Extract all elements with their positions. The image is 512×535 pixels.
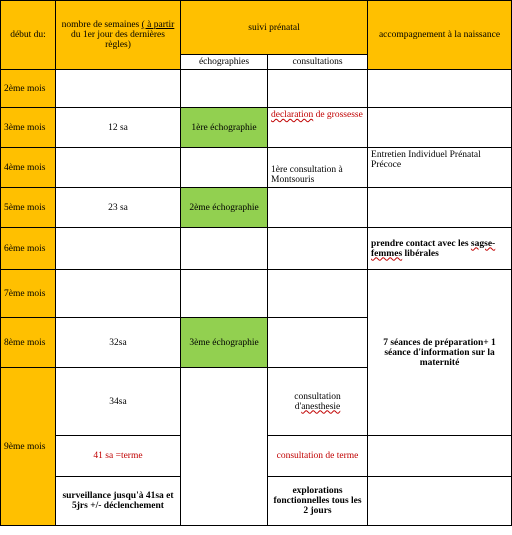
echo-cell — [181, 368, 268, 526]
subheader-consultations: consultations — [268, 55, 368, 70]
weeks-cell — [56, 228, 181, 270]
consult-cell — [268, 228, 368, 270]
row-month-5 — [1, 188, 512, 228]
month-label: 3ème mois — [1, 108, 56, 148]
month-label: 6ème mois — [1, 228, 56, 270]
weeks-cell-surveillance: surveillance jusqu'à 41sa et 5jrs +/- déclenchement — [56, 477, 181, 526]
echo-cell — [181, 228, 268, 270]
consult-cell-anesthesie — [268, 368, 368, 436]
weeks-cell: 23 sa — [56, 188, 181, 228]
consult-cell-declaration — [268, 108, 368, 148]
anesthesie-text: consultation d' — [294, 391, 341, 412]
consult-cell-montsouris: 1ère consultation à Montsouris — [268, 148, 368, 188]
anesthesie-word: anesthesie — [301, 401, 341, 412]
header-semaines — [56, 1, 181, 70]
month-label: 8ème mois — [1, 318, 56, 368]
month-label: 5ème mois — [1, 188, 56, 228]
sages-femmes-end: libérales — [402, 248, 439, 259]
declaration-rest: de grossesse — [313, 110, 363, 120]
header-debut — [1, 1, 56, 70]
consult-cell — [268, 188, 368, 228]
echo-cell — [181, 70, 268, 108]
row-month-2 — [1, 70, 512, 108]
header-semaines-underlined: ( à partir — [141, 20, 175, 30]
weeks-cell-terme: 41 sa =terme — [56, 436, 181, 477]
accomp-cell — [368, 188, 512, 228]
accomp-cell — [368, 108, 512, 148]
month-label: 7ème mois — [1, 270, 56, 318]
weeks-cell: 34sa — [56, 368, 181, 436]
accomp-cell — [368, 70, 512, 108]
header-suivi — [181, 1, 368, 55]
consult-cell — [268, 318, 368, 368]
consult-cell-explorations: explorations fonctionnelles tous les 2 jours — [268, 477, 368, 526]
header-row — [1, 1, 512, 55]
header-debut-text: début du: — [10, 30, 46, 40]
accomp-cell-seances: 7 séances de préparation+ 1 séance d'information sur la maternité — [368, 270, 512, 436]
weeks-cell — [56, 270, 181, 318]
weeks-cell: 32sa — [56, 318, 181, 368]
header-accompagnement — [368, 1, 512, 70]
header-accompagnement-text: accompagnement à la naissance — [378, 30, 501, 40]
declaration-word: declaration — [271, 110, 314, 120]
echo-cell — [181, 270, 268, 318]
sages-femmes-text: prendre contact avec les — [371, 238, 471, 249]
month-label: 9ème mois — [1, 368, 56, 526]
header-semaines-text-end: du 1er jour des dernières règles) — [71, 30, 165, 50]
echo-cell-second: 2ème échographie — [181, 188, 268, 228]
weeks-cell: 12 sa — [56, 108, 181, 148]
weeks-cell — [56, 148, 181, 188]
header-suivi-text: suivi prénatal — [248, 22, 300, 33]
echo-cell-first: 1ère échographie — [181, 108, 268, 148]
subheader-echographies: échographies — [181, 55, 268, 70]
row-month-3 — [1, 108, 512, 148]
weeks-cell — [56, 70, 181, 108]
header-semaines-text: nombre de semaines — [61, 20, 142, 30]
accomp-cell — [368, 477, 512, 526]
row-month-6 — [1, 228, 512, 270]
row-month-7 — [1, 270, 512, 318]
accomp-cell — [368, 436, 512, 477]
accomp-cell-entretien: Entretien Individuel Prénatal Précoce — [368, 148, 512, 188]
month-label: 4ème mois — [1, 148, 56, 188]
month-label: 2ème mois — [1, 70, 56, 108]
echo-cell-third: 3ème échographie — [181, 318, 268, 368]
sages-femmes-word: sagse-femmes — [371, 238, 496, 259]
row-month-4 — [1, 148, 512, 188]
consult-cell — [268, 270, 368, 318]
echo-cell — [181, 148, 268, 188]
consult-cell-terme: consultation de terme — [268, 436, 368, 477]
consult-cell — [268, 70, 368, 108]
accomp-cell-sages-femmes — [368, 228, 512, 270]
